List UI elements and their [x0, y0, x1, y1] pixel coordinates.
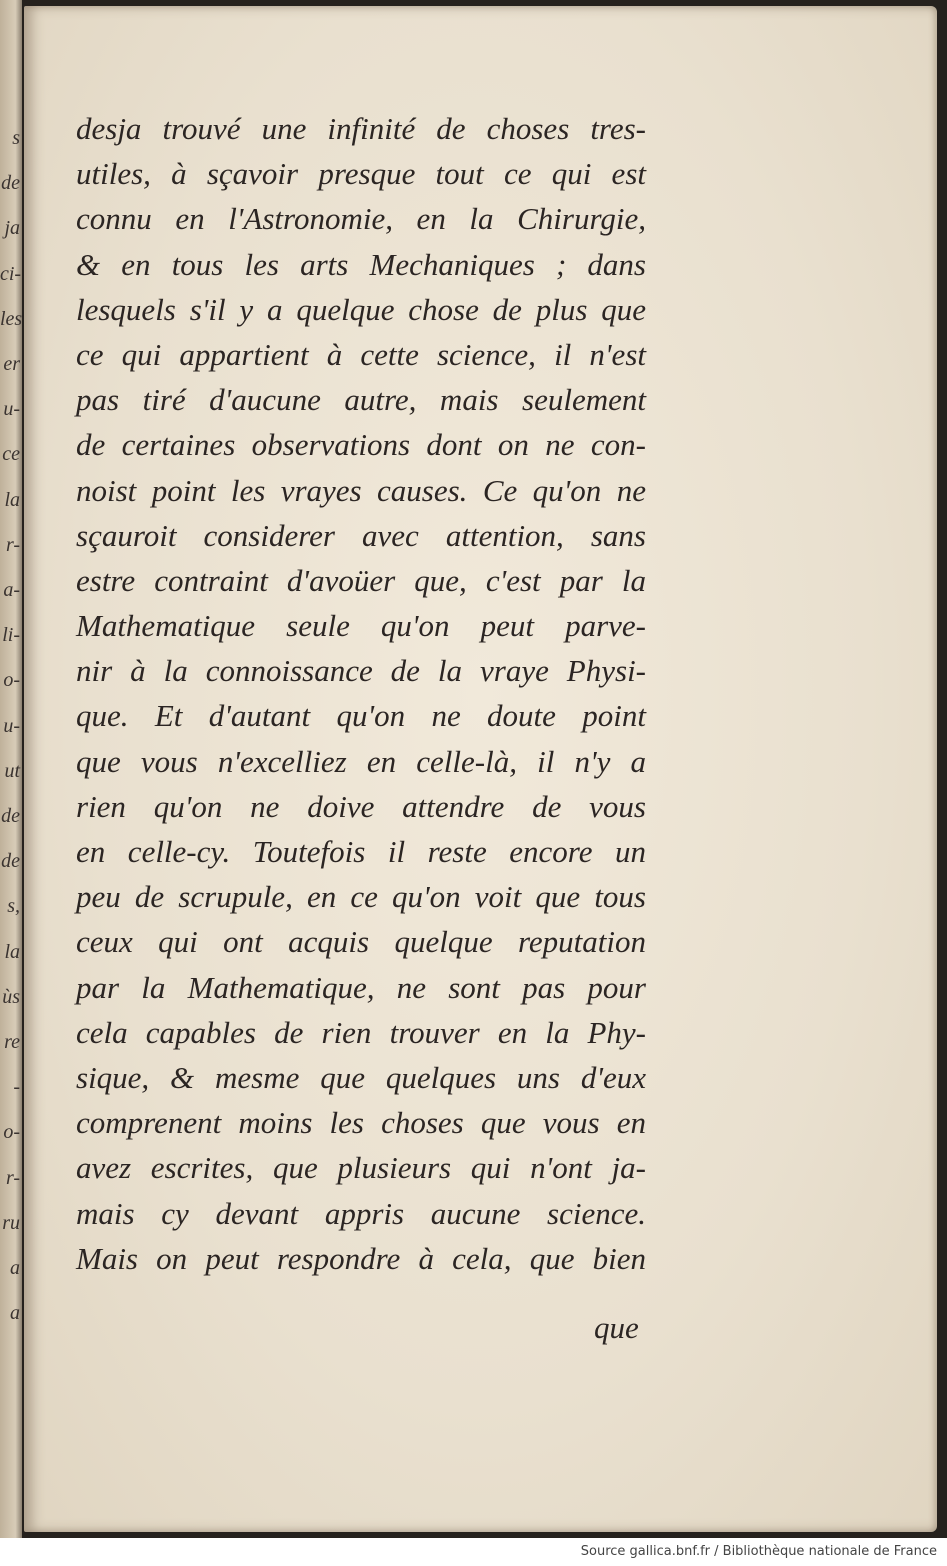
text-line: que. Et d'autant qu'on ne doute point — [76, 698, 646, 734]
prev-page-fragment: re — [4, 1031, 20, 1053]
prev-page-fragment: o- — [3, 1121, 20, 1144]
prev-page-fragment: ut — [4, 759, 20, 782]
text-line: mais cy devant appris aucune science. — [76, 1195, 646, 1231]
prev-page-fragment: ru — [2, 1211, 20, 1234]
prev-page-fragment: r- — [5, 1166, 20, 1189]
source-credit: Source gallica.bnf.fr / Bibliothèque nationale de France — [580, 1544, 937, 1559]
text-line: rien qu'on ne doive attendre de vous — [76, 788, 646, 824]
prev-page-fragment: a — [10, 1257, 20, 1279]
text-line: Mais on peut respondre à cela, que bien — [76, 1240, 646, 1276]
text-line: avez escrites, que plusieurs qui n'ont ja- — [76, 1150, 646, 1186]
text-line: comprenent moins les choses que vous en — [76, 1105, 646, 1141]
prev-page-fragment: la — [4, 940, 20, 963]
text-line: cela capables de rien trouver en la Phy- — [76, 1014, 646, 1050]
book-page — [24, 6, 937, 1532]
text-line: estre contraint d'avoüer que, c'est par la — [76, 562, 646, 598]
prev-page-fragment: ja — [4, 217, 20, 240]
text-line: sique, & mesme que quelques uns d'eux — [76, 1059, 646, 1095]
text-line: connu en l'Astronomie, en la Chirurgie, — [76, 201, 646, 237]
prev-page-fragment: s, — [7, 895, 20, 918]
prev-page-fragment: u- — [3, 398, 20, 421]
text-line: ce qui appartient à cette science, il n'est — [76, 336, 646, 372]
prev-page-fragment: er — [3, 353, 20, 375]
text-line: noist point les vrayes causes. Ce qu'on ne — [76, 472, 646, 508]
text-line: nir à la connoissance de la vraye Physi- — [76, 653, 646, 689]
prev-page-fragment: ce — [2, 443, 20, 466]
prev-page-fragment: ùs — [2, 985, 20, 1008]
prev-page-fragment: la — [4, 488, 20, 511]
prev-page-fragment: les — [0, 307, 22, 330]
text-line: & en tous les arts Mechaniques ; dans — [76, 246, 646, 282]
footer-bar — [0, 1538, 947, 1566]
prev-page-fragment: li- — [2, 624, 20, 647]
text-line: peu de scrupule, en ce qu'on voit que tous — [76, 879, 646, 915]
prev-page-fragment: ci- — [0, 262, 22, 285]
text-line: Mathematique seule qu'on peut parve- — [76, 608, 646, 644]
prev-page-fragment: de — [1, 805, 20, 827]
previous-page-edge — [0, 0, 22, 1538]
text-line: utiles, à sçavoir presque tout ce qui est — [76, 156, 646, 192]
text-line: par la Mathematique, ne sont pas pour — [76, 969, 646, 1005]
prev-page-fragment: o- — [3, 669, 20, 692]
prev-page-fragment: - — [13, 1076, 20, 1099]
prev-page-fragment: a- — [3, 579, 20, 601]
text-line: pas tiré d'aucune autre, mais seulement — [76, 382, 646, 418]
text-line: desja trouvé une infinité de choses tres- — [76, 111, 646, 146]
text-line: lesquels s'il y a quelque chose de plus que — [76, 291, 646, 327]
prev-page-fragment: de — [1, 172, 20, 195]
catchword: que — [594, 1310, 639, 1345]
prev-page-fragment: s — [12, 127, 20, 149]
prev-page-fragment: de — [1, 850, 20, 873]
text-line: ceux qui ont acquis quelque reputation — [76, 924, 646, 960]
text-line: en celle-cy. Toutefois il reste encore un — [76, 834, 646, 869]
text-line: de certaines observations dont on ne con- — [76, 427, 646, 463]
prev-page-fragment: u- — [3, 714, 20, 737]
text-line: sçauroit considerer avec attention, sans — [76, 517, 646, 553]
prev-page-fragment: r- — [5, 533, 20, 556]
text-line: que vous n'excelliez en celle-là, il n'y a — [76, 743, 646, 779]
body-text — [76, 106, 646, 1281]
prev-page-fragment: a — [10, 1302, 20, 1325]
